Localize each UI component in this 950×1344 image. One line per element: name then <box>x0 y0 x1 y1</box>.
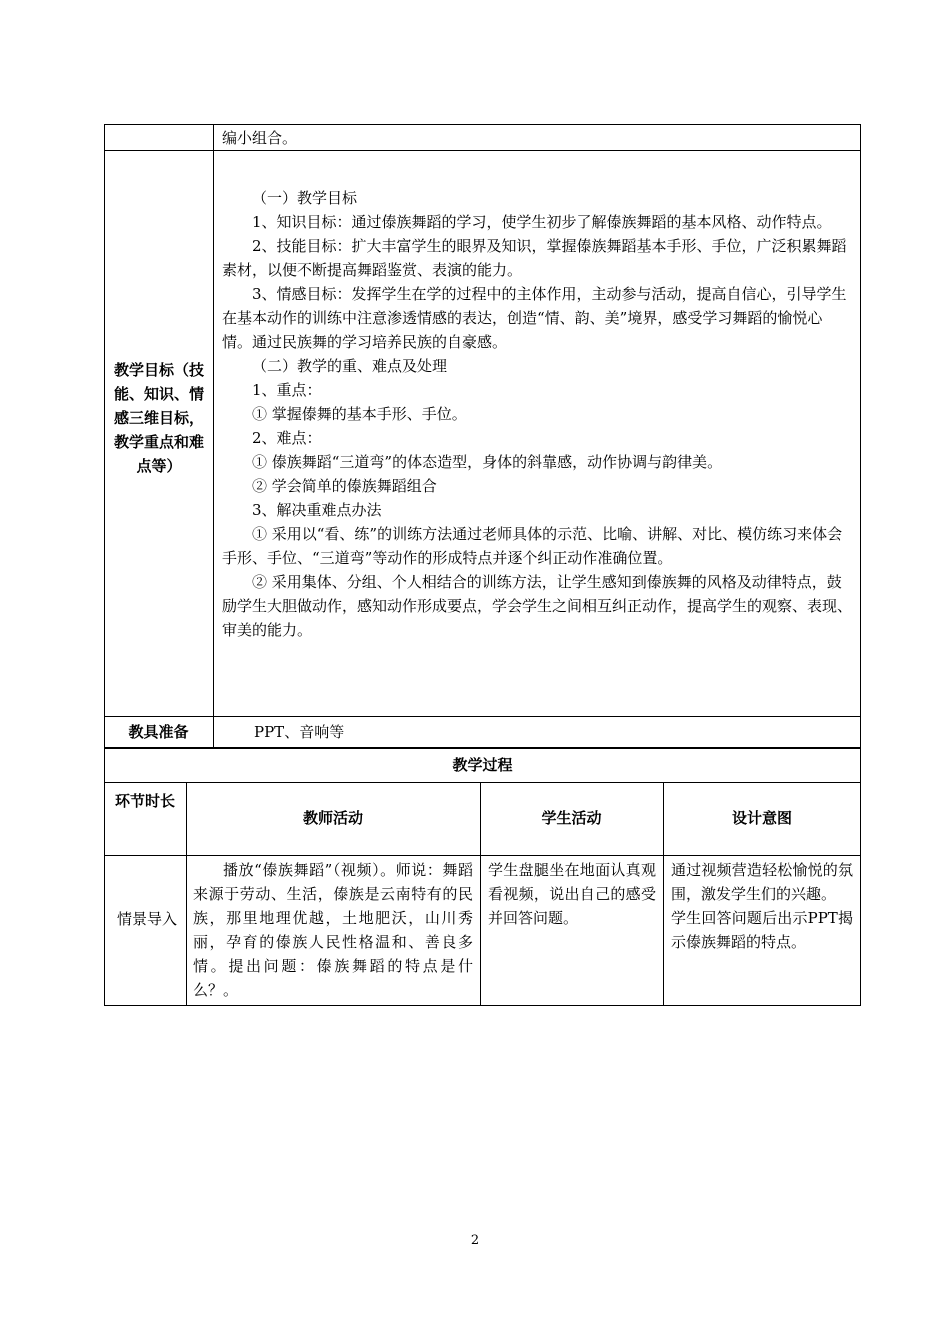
header-design: 设计意图 <box>731 809 792 827</box>
objectives-line: ② 采用集体、分组、个人相结合的训练方法，让学生感知到傣族舞的风格及动律特点，鼓励学生大胆做动作，感知动作形成要点，学会学生之间相互纠正动作，提高学生的观察、表现、审美的能力。 <box>222 573 853 639</box>
student-activity-cell: 学生盘腿坐在地面认真观看视频，说出自己的感受并回答问题。 <box>488 861 656 927</box>
design-intent-cell <box>671 858 853 954</box>
objectives-line: 3、情感目标：发挥学生在学的过程中的主体作用，主动参与活动，提高自信心，引导学生在基本动作的训练中注意渗透情感的表达，创造“情、韵、美”境界，感受学习舞蹈的愉悦心情。通过民族舞的学习培养民族的自豪感。 <box>222 285 847 351</box>
header-teacher: 教师活动 <box>302 809 363 827</box>
equipment-value: PPT、音响等 <box>254 723 345 741</box>
row-divider <box>104 782 861 783</box>
row-divider <box>104 150 861 151</box>
page-number: 2 <box>470 1233 480 1248</box>
objectives-line: （二）教学的重、难点及处理 <box>252 357 448 375</box>
objectives-line: ① 掌握傣舞的基本手形、手位。 <box>252 405 467 423</box>
objectives-line: ① 采用以“看、练”的训练方法通过老师具体的示范、比喻、讲解、对比、模仿练习来体会手形、手位、“三道弯”等动作的形成特点并逐个纠正动作准确位置。 <box>222 525 843 567</box>
row-divider <box>104 855 861 856</box>
row-divider <box>104 716 861 717</box>
objectives-line: 1、重点： <box>252 381 322 399</box>
objectives-line: 3、解决重难点办法 <box>252 501 382 519</box>
design-line: 学生回答问题后出示PPT揭示傣族舞蹈的特点。 <box>671 909 853 951</box>
objectives-line: 2、难点： <box>252 429 322 447</box>
header-student: 学生活动 <box>541 809 602 827</box>
upper-table-column-divider <box>213 124 214 748</box>
objectives-line: 1、知识目标：通过傣族舞蹈的学习，使学生初步了解傣族舞蹈的基本风格、动作特点。 <box>252 213 832 231</box>
header-stage: 环节时长 <box>114 792 175 810</box>
top-row-text: 编小组合。 <box>222 129 298 147</box>
teacher-activity-cell: 播放“傣族舞蹈”（视频）。师说：舞蹈来源于劳动、生活，傣族是云南特有的民族，那里地理优越，土地肥沃，山川秀丽，孕育的傣族人民性格温和、善良多情。提出问题：傣族舞蹈的特点是什么？。 <box>193 861 473 999</box>
objectives-label: 教学目标（技能、知识、情感三维目标，教学重点和难点等） <box>113 361 204 475</box>
equipment-label: 教具准备 <box>128 723 189 741</box>
design-line: 通过视频营造轻松愉悦的氛围，激发学生们的兴趣。 <box>671 861 853 903</box>
stage-cell: 情景导入 <box>116 910 177 928</box>
process-title: 教学过程 <box>452 756 513 774</box>
objectives-content <box>222 186 852 642</box>
objectives-line: ① 傣族舞蹈“三道弯”的体态造型，身体的斜靠感，动作协调与韵律美。 <box>252 453 723 471</box>
objectives-line: 2、技能目标：扩大丰富学生的眼界及知识，掌握傣族舞蹈基本手形、手位，广泛积累舞蹈素材，以便不断提高舞蹈鉴赏、表演的能力。 <box>222 237 847 279</box>
objectives-line: （一）教学目标 <box>252 189 358 207</box>
objectives-line: ② 学会简单的傣族舞蹈组合 <box>252 477 437 495</box>
